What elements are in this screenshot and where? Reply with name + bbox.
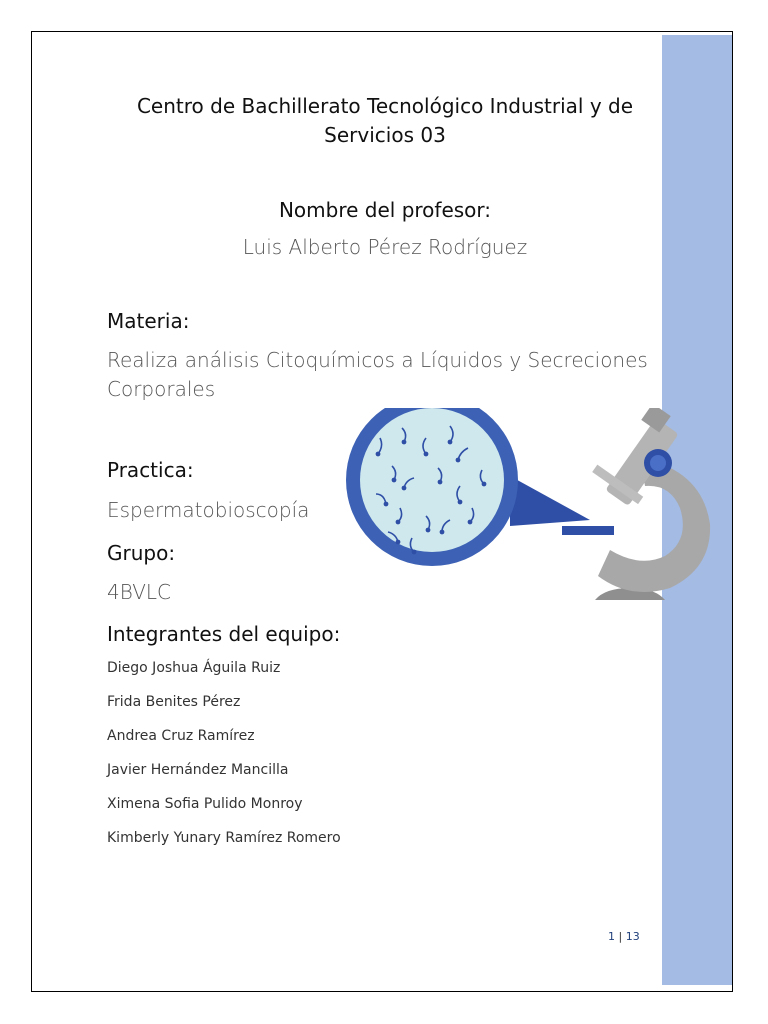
team-label: Integrantes del equipo:: [107, 622, 341, 646]
zoom-cone: [510, 476, 590, 526]
microscope-icon: [340, 408, 718, 608]
member-item: Javier Hernández Mancilla: [107, 762, 289, 778]
group-value: 4BVLC: [107, 580, 171, 604]
subject-label: Materia:: [107, 309, 190, 333]
member-item: Ximena Sofia Pulido Monroy: [107, 796, 303, 812]
member-item: Diego Joshua Águila Ruiz: [107, 660, 281, 676]
group-label: Grupo:: [107, 541, 176, 565]
practice-label: Practica:: [107, 458, 194, 482]
teacher-name: Luis Alberto Pérez Rodríguez: [242, 235, 528, 259]
member-list: [107, 658, 341, 862]
member-item: Frida Benites Pérez: [107, 694, 241, 710]
teacher-label: Nombre del profesor:: [278, 198, 492, 222]
member-item: Andrea Cruz Ramírez: [107, 728, 255, 744]
page-separator: |: [618, 930, 623, 943]
lens-view: [346, 408, 518, 566]
practice-value: Espermatobioscopía: [107, 498, 310, 522]
page-number: [608, 930, 640, 943]
microscope-body: [562, 408, 710, 600]
school-title: Centro de Bachillerato Tecnológico Industrial y de Servicios 03: [136, 94, 634, 147]
page-total: 13: [625, 930, 640, 943]
page-current: 1: [608, 930, 615, 943]
member-item: Kimberly Yunary Ramírez Romero: [107, 830, 341, 846]
subject-value: Realiza análisis Citoquímicos a Líquidos y Secreciones Corporales: [107, 348, 648, 401]
